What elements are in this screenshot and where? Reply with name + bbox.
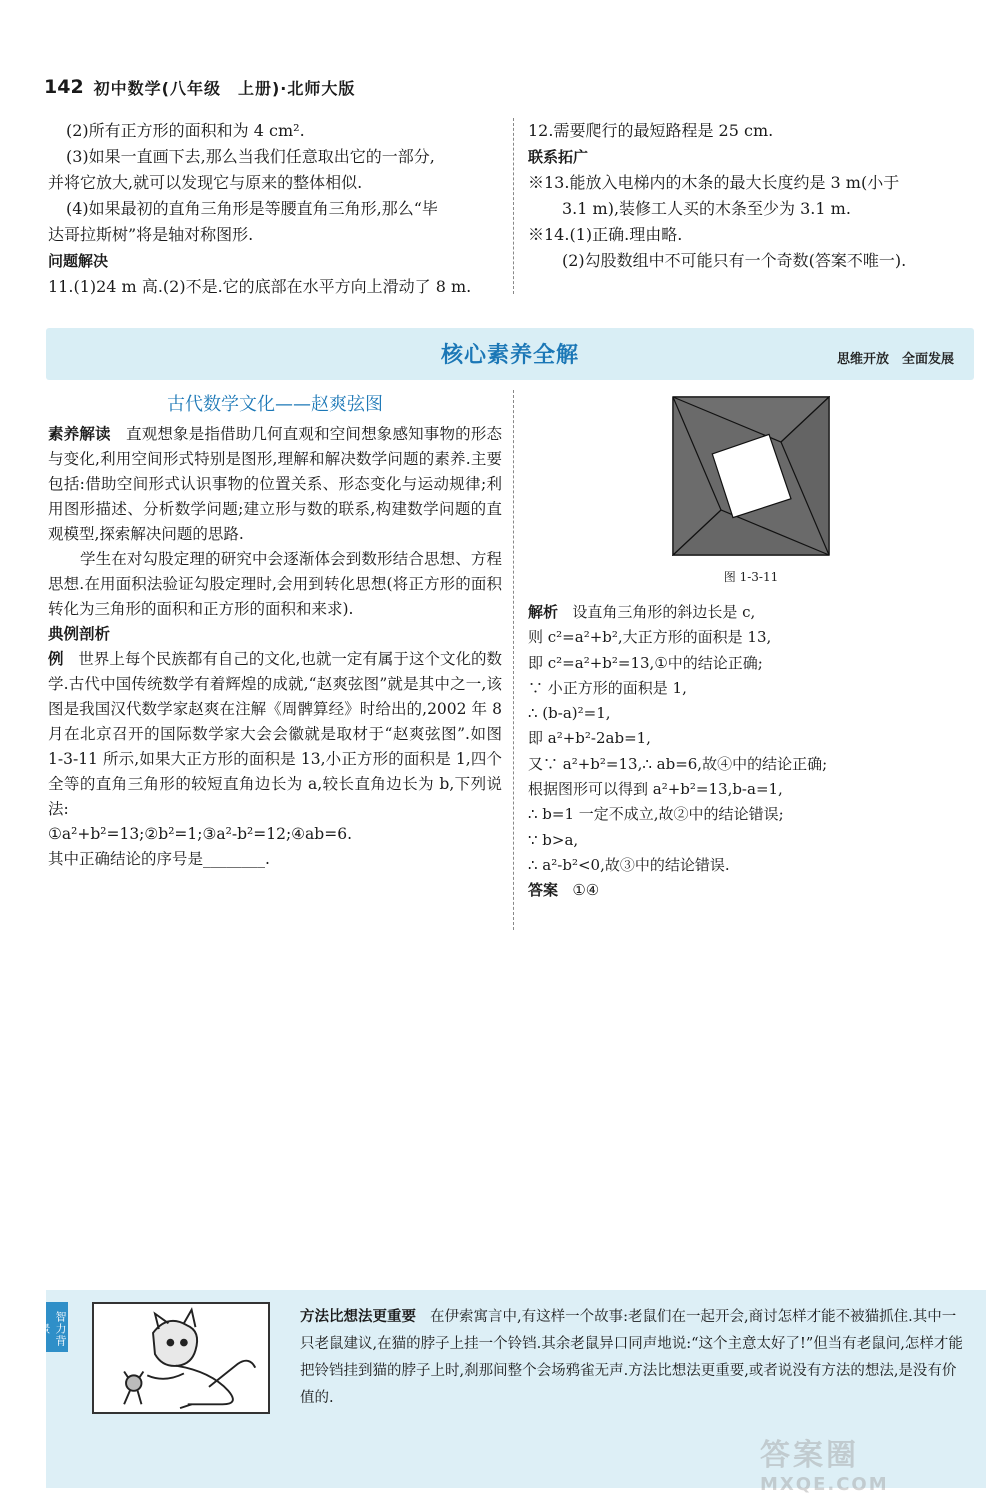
interpret-text: 直观想象是指借助几何直观和空间想象感知事物的形态与变化,利用空间形式特别是图形,理解和解决数学问题的素养.主要包括:借助空间形式认识事物的位置关系、形态变化与运动规律;利用图形描述、分析数学问题;建立形与数的联系,构建数学问题的直观模型,探索解决问题的思路. <box>48 425 502 543</box>
cat-mouse-cartoon-image <box>92 1302 270 1414</box>
solution-line: 即 c²=a²+b²=13,①中的结论正确; <box>528 653 763 672</box>
answer-line: (3)如果一直画下去,那么当我们任意取出它的一部分, <box>66 147 435 166</box>
answer-value: ①④ <box>572 881 600 900</box>
solution-line: ∵ 小正方形的面积是 1, <box>528 678 687 697</box>
answers-right-column <box>528 118 968 274</box>
column-divider-top <box>513 118 514 294</box>
example-paragraph <box>48 647 502 822</box>
footer-tab: 智力背景 <box>46 1302 68 1352</box>
column-divider-middle <box>513 390 514 930</box>
answer-line: (2)所有正方形的面积和为 4 cm². <box>66 121 305 140</box>
footer-story-text: 在伊索寓言中,有这样一个故事:老鼠们在一起开会,商讨怎样才能不被猫抓住.其中一只老鼠建议,在猫的脖子上挂一个铃铛.其余老鼠异口同声地说:“这个主意太好了!”但当有老鼠问,怎样才能把铃铛挂到猫的脖子上时,刹那间整个会场鸦雀无声.方法比想法更重要,或者说没有方法的想法,是没有价值的. <box>300 1309 963 1406</box>
thinking-paragraph: 学生在对勾股定理的研究中会逐渐体会到数形结合思想、方程思想.在用面积法验证勾股定理时,会用到转化思想(将正方形的面积转化为三角形的面积和正方形的面积和来求). <box>48 550 502 618</box>
answers-left-column <box>48 118 502 300</box>
answer-13-line2: 3.1 m),装修工人买的木条至少为 3.1 m. <box>562 199 851 218</box>
watermark-url: MXQE.COM <box>760 1474 889 1494</box>
example-question: 其中正确结论的序号是________. <box>48 850 270 868</box>
book-title: 初中数学(八年级 上册)·北师大版 <box>93 78 356 98</box>
answer-14-line2: (2)勾股数组中不可能只有一个奇数(答案不唯一). <box>562 251 907 270</box>
interpret-paragraph <box>48 422 502 547</box>
answer-label: 答案 <box>528 881 559 900</box>
label-example-analysis: 典例剖析 <box>48 625 111 643</box>
footer-story <box>300 1304 970 1412</box>
label-interpret: 素养解读 <box>48 425 111 443</box>
solution-line: 根据图形可以得到 a²+b²=13,b-a=1, <box>528 780 783 799</box>
solution-line: ∴ b=1 一定不成立,故②中的结论错误; <box>528 805 784 824</box>
culture-content <box>48 422 502 872</box>
page-header <box>44 74 355 100</box>
solution-line: 则 c²=a²+b²,大正方形的面积是 13, <box>528 628 772 647</box>
example-text: 世界上每个民族都有自己的文化,也就一定有属于这个文化的数学.古代中国传统数学有着辉煌的成就,“赵爽弦图”就是其中之一,该图是我国汉代数学家赵爽在注解《周髀算经》时给出的,2002 年 8 月在北京召开的国际数学家大会会徽就是取材于“赵爽弦图”.如图 1-3-11 所示,如果大正方形的面积是 13,小正方形的面积是 1,四个全等的直角三角形的较短直角边长为 a,较长直角边长为 b,下列说法: <box>48 650 502 818</box>
answer-13-line1: ※13.能放入电梯内的木条的最大长度约是 3 m(小于 <box>528 173 900 192</box>
answer-12: 12.需要爬行的最短路程是 25 cm. <box>528 121 774 140</box>
answer-line: 并将它放大,就可以发现它与原来的整体相似. <box>48 173 363 192</box>
section-label-problem-solving: 问题解决 <box>48 252 109 270</box>
culture-title: 古代数学文化——赵爽弦图 <box>167 394 383 415</box>
solution-label: 解析 <box>528 603 559 621</box>
solution-line: ∵ b>a, <box>528 830 579 849</box>
example-label: 例 <box>48 650 64 668</box>
watermark-logo-text: 答案圈 <box>760 1438 859 1473</box>
answer-14-line1: ※14.(1)正确.理由略. <box>528 225 683 244</box>
figure-caption: 图 1-3-11 <box>723 570 779 584</box>
answer-line: (4)如果最初的直角三角形是等腰直角三角形,那么“毕 <box>66 199 438 218</box>
answer-11: 11.(1)24 m 高.(2)不是.它的底部在水平方向上滑动了 8 m. <box>48 277 472 296</box>
solution <box>528 600 968 904</box>
section-label-extension: 联系拓广 <box>528 148 589 166</box>
answer-line <box>528 878 968 903</box>
solution-line <box>528 600 968 625</box>
solution-line: 即 a²+b²-2ab=1, <box>528 729 651 748</box>
example-options: ①a²+b²=13;②b²=1;③a²-b²=12;④ab=6. <box>48 825 352 843</box>
banner-title: 核心素养全解 <box>440 343 579 368</box>
zhao-shuang-chord-figure <box>672 396 830 556</box>
footer-heading: 方法比想法更重要 <box>300 1309 416 1325</box>
page-number: 142 <box>44 76 84 98</box>
solution-line: 又∵ a²+b²=13,∴ ab=6,故④中的结论正确; <box>528 754 828 773</box>
section-banner <box>46 328 974 380</box>
answer-line: 达哥拉斯树”将是轴对称图形. <box>48 225 254 244</box>
banner-subtitle: 思维开放 全面发展 <box>836 352 954 367</box>
site-watermark <box>760 1430 960 1494</box>
solution-line: ∴ (b-a)²=1, <box>528 704 611 723</box>
solution-line: ∴ a²-b²<0,故③中的结论错误. <box>528 855 730 874</box>
solution-text: 设直角三角形的斜边长是 c, <box>572 603 756 621</box>
